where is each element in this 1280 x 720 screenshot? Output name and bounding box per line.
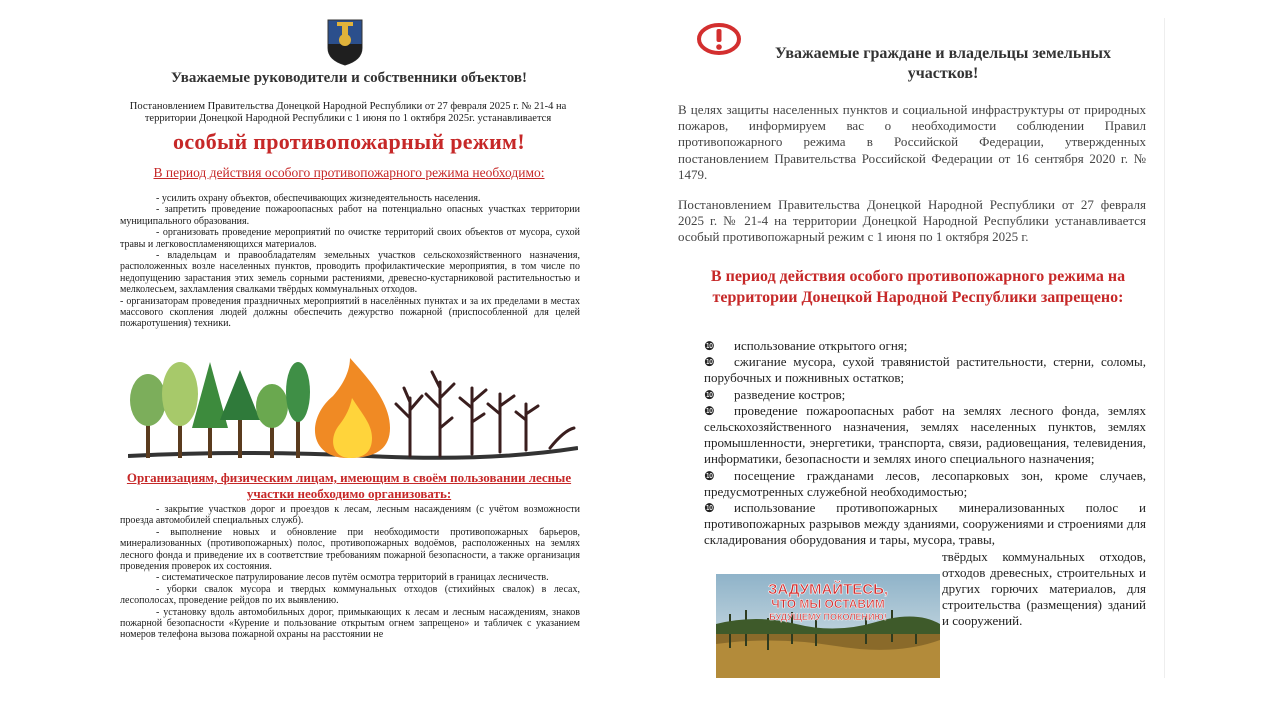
left-regime-title: особый противопожарный режим! (173, 129, 525, 154)
forest-poster-image (716, 574, 940, 678)
bullet-icon: ❿ (704, 387, 715, 402)
list-item: - выполнение новых и обновление при необходимости противопожарных барьеров, минерализованных (противопожарных) полос, противопожарных водоёмов, расположенных на землях лесного фонда и приведение их в соответствие требованиям пожарной безопасности, а также организация проведения проверок их состояния. (120, 526, 580, 573)
bullet-icon: ❿ (704, 501, 715, 516)
green-trees-icon (130, 362, 310, 458)
forest-fire-illustration (128, 358, 578, 470)
list-item: ❿ использование открытого огня; (704, 338, 908, 353)
left-notice-page (110, 0, 588, 720)
bullet-icon: ❿ (704, 339, 715, 353)
left-decree-text: Постановлением Правительства Донецкой Народной Республики от 27 февраля 2025 г. № 21-4 на территории Донецкой Народной Республики с 1 июня по 1 октября 2025г. устанавливается (129, 101, 567, 124)
list-item: - организаторам проведения праздничных мероприятий в населённых пунктах и за их пределами в местах массового скопления людей должны обеспечить дежурство пожарной (приспособленной для целей пожаротушения) техники. (120, 295, 580, 330)
list-item: ❿ разведение костров; (704, 386, 846, 402)
list-item: - установку вдоль автомобильных дорог, примыкающих к лесам и лесным насаждениям, знаков пожарной безопасности «Курение и пользование открытым огнем запрещено» и табличек с указанием номеров телефона вызова пожарной охраны на расстоянии не (120, 606, 580, 641)
intro-paragraph: Постановлением Правительства Донецкой Народной Республики от 27 февраля 2025 г. № 21-4 на территории Донецкой Народной Республики устанавливается особый противопожарный режим с 1 июня по 1 октября 2025 г. (678, 197, 1146, 245)
burnt-trees-icon (396, 372, 574, 456)
left-subheading: В период действия особого противопожарного режима необходимо: (153, 165, 545, 180)
left-org-list (120, 504, 580, 641)
bullet-icon: ❿ (704, 468, 715, 483)
list-item: - закрытие участков дорог и проездов к лесам, лесным насаждениям (с учётом возможности проезда автомобилей специальных служб). (120, 504, 580, 527)
list-item: - организовать проведение мероприятий по очистке территорий своих объектов от мусора, сухой травы и легковоспламеняющихся материалов. (120, 227, 580, 250)
right-intro (678, 102, 1146, 260)
list-item: ❿ сжигание мусора, сухой травянистой растительности, стерни, соломы, порубочных и пожнивных остатков; (704, 354, 1146, 386)
poster-line-3: БУДУЩЕМУ ПОКОЛЕНИЮ! (769, 612, 887, 622)
list-item: ❿ проведение пожароопасных работ на землях лесного фонда, землях сельскохозяйственного назначения, землях населенных пунктов, землях промышленности, энергетики, транспорта, связи, радиовещания, телевидения, информатики, безопасности и землях иного специального назначения; (704, 402, 1146, 467)
list-item: ❿ посещение гражданами лесов, лесопарковых зон, кроме случаев, предусмотренных служебной необходимостью; (704, 467, 1146, 499)
poster-line-1: ЗАДУМАЙТЕСЬ, (767, 581, 889, 598)
coat-of-arms-icon (326, 18, 364, 66)
list-item: - владельцам и правообладателям земельных участков сельскохозяйственного назначения, расположенных возле населенных пунктов, проводить профилактические мероприятия, в том числе по недопущению зарастания этих земель сорными растениями, древесно-кустарниковой растительностью и мелколесьем, захламления свалками твёрдых коммунальных отходов. (120, 250, 580, 296)
flame-icon (315, 358, 390, 458)
warning-exclamation-icon (697, 23, 741, 55)
left-requirements-list (120, 193, 580, 330)
list-item-continuation: твёрдых коммунальных отходов, отходов древесных, строительных и других горючих материалов, для строительства (размещения) зданий и сооружений. (942, 548, 1146, 629)
list-item: - систематическое патрулирование лесов путём осмотра территорий в границах лесничеств. (156, 572, 549, 584)
right-ban-heading: В период действия особого противопожарного режима на территории Донецкой Народной Республики запрещено: (710, 268, 1126, 306)
intro-paragraph: В целях защиты населенных пунктов и социальной инфраструктуры от природных пожаров, информируем вас о необходимости соблюдении Правил противопожарного режима в Российской Федерации, утвержденных постановлением Правительства Российской Федерации от 16 сентября 2020 г. № 1479. (678, 102, 1146, 182)
poster-line-2: ЧТО МЫ ОСТАВИМ (771, 597, 885, 611)
page-edge-divider (1164, 18, 1165, 678)
right-notice-page (668, 0, 1168, 720)
bullet-icon: ❿ (704, 355, 715, 370)
left-heading: Уважаемые руководители и собственники объектов! (171, 70, 527, 86)
list-item: - усилить охрану объектов, обеспечивающих жизнедеятельность населения. (156, 193, 481, 204)
list-item: - уборки свалок мусора и твердых коммунальных отходов (стихийных свалок) в лесах, лесополосах, проведение рейдов по их выявлению. (120, 583, 580, 607)
list-item: - запретить проведение пожароопасных работ на потенциально опасных участках территории муниципального образования. (120, 204, 580, 227)
left-org-heading: Организациям, физическим лицам, имеющим в своём пользовании лесные участки необходимо организовать: (126, 470, 572, 501)
bullet-icon: ❿ (704, 403, 715, 418)
list-item: ❿ использование противопожарных минерализованных полос и противопожарных разрывов между зданиями, сооружениями и строениями для складирования оборудования и тары, мусора, травы, (704, 500, 1146, 548)
right-heading: Уважаемые граждане и владельцы земельных участков! (774, 45, 1112, 82)
